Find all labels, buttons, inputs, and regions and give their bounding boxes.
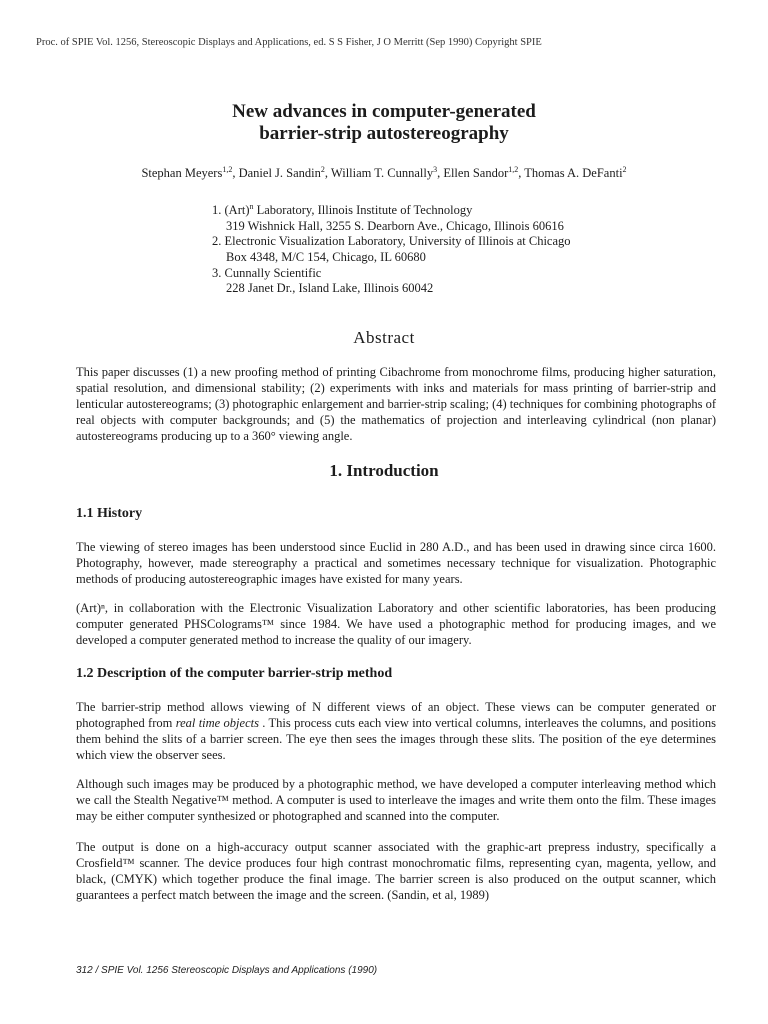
paper-title-line-2: barrier-strip autostereography: [259, 123, 509, 144]
author-name: Thomas A. DeFanti: [524, 166, 623, 181]
page-footer: 312 / SPIE Vol. 1256 Stereoscopic Displays and Applications (1990): [76, 965, 378, 976]
affiliation-2-name: 2. Electronic Visualization Laboratory, University of Illinois at Chicago: [212, 234, 571, 249]
affiliation-3-name: 3. Cunnally Scientific: [212, 265, 322, 280]
method-paragraph-1: [76, 699, 716, 763]
author-list: [0, 165, 768, 181]
history-heading: 1.1 History: [76, 506, 143, 521]
abstract-text: This paper discusses (1) a new proofing method of printing Cibachrome from monochrome films, producing higher saturation, spatial resolution, and dimensional stability; (2) experiments with inks and materials for mass printing of barrier-strip and lenticular autostereograms; (3) photographic enlargement and barrier-strip scaling; (4) techniques for combining photographs of real objects with computer backgrounds; and (5) the mathematics of projection and interleaving cylindrical (non planar) autostereograms producing up to a 360° viewing angle.: [76, 365, 716, 443]
author-separator: ,: [232, 166, 239, 181]
method-paragraph-3: The output is done on a high-accuracy output scanner associated with the graphic-art prepress industry, specifically a Crosfield™ scanner. The device produces four high contrast monochromatic films, representing cyan, magenta, yellow, and black, (CMYK) which together produce the final image. The barrier screen is also produced on the output scanner, which guarantees a perfect match between the image and the screen. (Sandin, et al, 1989): [76, 840, 716, 902]
affiliation-1-rest: Laboratory, Illinois Institute of Technology: [253, 203, 473, 218]
affiliation-list: [212, 199, 632, 297]
method-heading: 1.2 Description of the computer barrier-strip method: [76, 666, 393, 681]
history-paragraph-1: The viewing of stereo images has been understood since Euclid in 280 A.D., and has been used in drawing since circa 1600. Photography, however, made stereography a practical and sometimes necessary technique for visualization. Photographic methods of producing autostereographic images have existed for many years.: [76, 540, 716, 586]
affiliation-1-prefix: 1. (Art): [212, 203, 250, 218]
author-name: Stephan Meyers: [141, 166, 223, 181]
method-paragraph-1-start: The barrier-strip method allows viewing of N different views of an object. These views can be computer generated or photographed from: [76, 700, 716, 730]
affiliation-2-address: Box 4348, M/C 154, Chicago, IL 60680: [226, 249, 426, 264]
author-name: Ellen Sandor: [443, 166, 509, 181]
abstract-heading: Abstract: [353, 328, 415, 347]
citation-header: Proc. of SPIE Vol. 1256, Stereoscopic Displays and Applications, ed. S S Fisher, J O Merritt (Sep 1990) Copyright SPIE: [36, 37, 542, 48]
author-affiliation-mark: 1,2: [508, 165, 519, 174]
author-name: William T. Cunnally: [330, 166, 434, 181]
affiliation-1-superscript: n: [249, 202, 254, 211]
author-name: Daniel J. Sandin: [238, 166, 321, 181]
author-separator: ,: [518, 166, 525, 181]
author-affiliation-mark: 2: [622, 165, 627, 174]
affiliation-3-address: 228 Janet Dr., Island Lake, Illinois 60042: [226, 281, 434, 296]
author-separator: ,: [437, 166, 444, 181]
author-affiliation-mark: 3: [433, 165, 438, 174]
author-separator: ,: [324, 166, 331, 181]
author-affiliation-mark: 1,2: [222, 165, 233, 174]
affiliation-1-name: [212, 199, 632, 219]
introduction-heading: 1. Introduction: [329, 461, 439, 480]
history-paragraph-2: (Art)ⁿ, in collaboration with the Electronic Visualization Laboratory and other scientific laboratories, has been producing computer generated PHSColograms™ since 1984. We have used a photographic method for producing images, and we developed a computer generated method to increase the quality of our imagery.: [76, 601, 716, 647]
author-affiliation-mark: 2: [320, 165, 325, 174]
method-paragraph-1-end: . This process cuts each view into vertical columns, interleaves the columns, and positions them behind the slits of a barrier screen. The eye then sees the images through these slits. The position of the eye determines which view the observer sees.: [76, 716, 717, 762]
affiliation-1-address: 319 Wishnick Hall, 3255 S. Dearborn Ave., Chicago, Illinois 60616: [226, 218, 564, 233]
paper-title-line-1: New advances in computer-generated: [232, 101, 536, 122]
method-paragraph-1-emphasis: real time objects: [175, 716, 259, 730]
method-paragraph-2: Although such images may be produced by a photographic method, we have developed a computer interleaving method which we call the Stealth Negative™ method. A computer is used to interleave the images and write them onto the film. These images may be either computer synthesized or photographed and scanned into the computer.: [76, 777, 716, 823]
